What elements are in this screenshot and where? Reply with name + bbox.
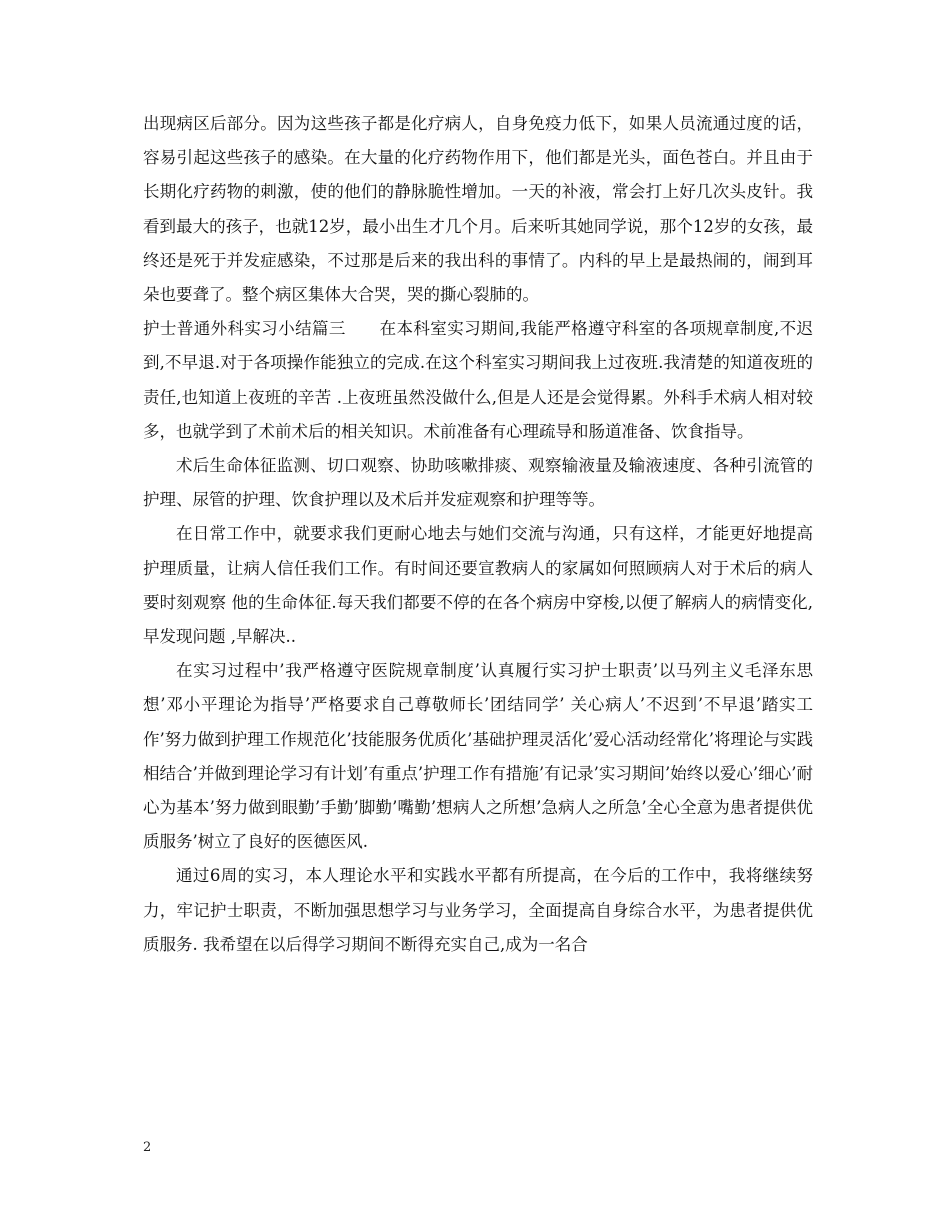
paragraph-3: 术后生命体征监测、切口观察、协助咳嗽排痰、观察输液量及输液速度、各种引流管的护理、尿管的护理、饮食护理以及术后并发症观察和护理等等。 [143,456,813,510]
page-number: 2 [143,1140,152,1155]
paragraph-4: 在日常工作中，就要求我们更耐心地去与她们交流与沟通，只有这样，才能更好地提高护理质量，让病人信任我们工作。有时间还要宣教病人的家属如何照顾病人对于术后的病人要时刻观察 他的生命体征.每天我们都要不停的在各个病房中穿梭,以便了解病人的病情变化,早发现问题 ,早解决.. [143,524,813,647]
paragraph-5: 在实习过程中’我严格遵守医院规章制度’认真履行实习护士职责’以马列主义毛泽东思想’邓小平理论为指导’严格要求自己尊敬师长’团结同学’ 关心病人’不迟到’不早退’踏实工作’努力做到护理工作规范化’技能服务优质化’基础护理灵活化’爱心活动经常化’将理论与实践相结合’并做到理论学习有计划’有重点’护理工作有措施’有记录’实习期间’始终以爱心’细心’耐心为基本’努力做到眼勤’手勤’脚勤’嘴勤’想病人之所想’急病人之所急’全心全意为患者提供优质服务’树立了良好的医德医风. [143,661,813,852]
paragraph-1: 出现病区后部分。因为这些孩子都是化疗病人，自身免疫力低下，如果人员流通过度的话，容易引起这些孩子的感染。在大量的化疗药物作用下，他们都是光头，面色苍白。并且由于长期化疗药物的刺激，使的他们的静脉脆性增加。一天的补液，常会打上好几次头皮针。我看到最大的孩子，也就12岁，最小出生才几个月。后来听其她同学说，那个12岁的女孩，最终还是死于并发症感染，不过那是后来的我出科的事情了。内科的早上是最热闹的，闹到耳朵也要聋了。整个病区集体大合哭，哭的撕心裂肺的。 [143,114,813,305]
paragraph-6: 通过6周的实习，本人理论水平和实践水平都有所提高，在今后的工作中，我将继续努力，牢记护士职责，不断加强思想学习与业务学习，全面提高自身综合水平，为患者提供优质服务. 我希望在以后得学习期间不断得充实自己,成为一名合 [143,866,813,954]
paragraph-2: 护士普通外科实习小结篇三 在本科室实习期间,我能严格遵守科室的各项规章制度,不迟到,不早退.对于各项操作能独立的完成.在这个科室实习期间我上过夜班.我清楚的知道夜班的责任,也知道上夜班的辛苦 .上夜班虽然没做什么,但是人还是会觉得累。外科手术病人相对较多，也就学到了术前术后的相关知识。术前准备有心理疏导和肠道准备、饮食指导。 [143,319,813,441]
document-body [143,107,813,962]
